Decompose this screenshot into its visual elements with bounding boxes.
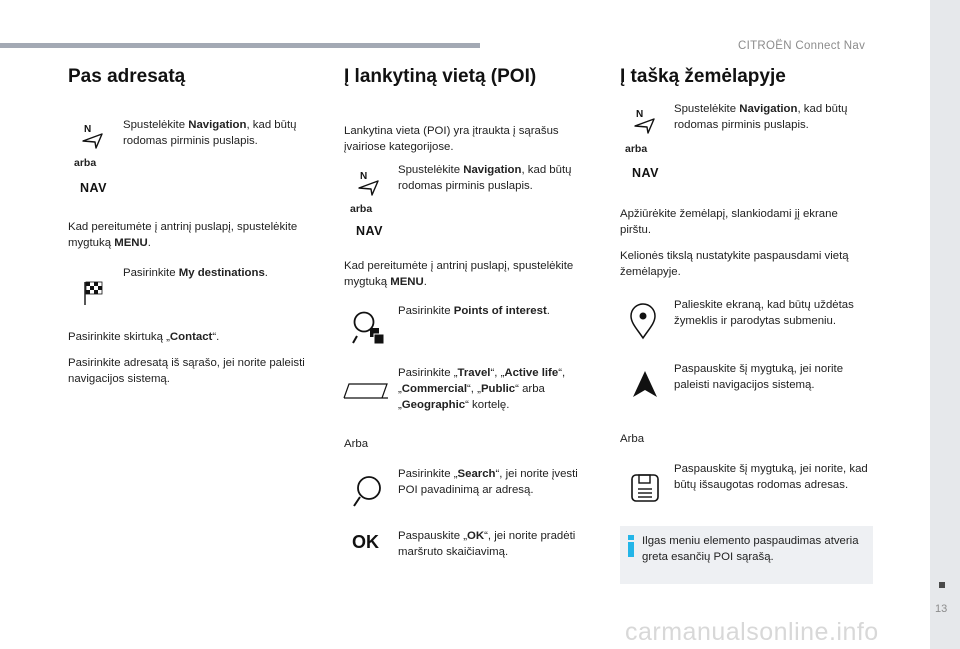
map-pin-icon	[628, 302, 658, 340]
step-menu: Kad pereitumėte į antrinį puslapį, spustelėkite mygtuką MENU.	[344, 260, 574, 288]
watermark: carmanualsonline.info	[625, 618, 879, 646]
nav-button-label: NAV	[80, 181, 107, 195]
step-save-address: Paspauskite šį mygtuką, jei norite, kad būtų išsaugotas rodomas adresas.	[674, 463, 868, 491]
step-poi: Pasirinkite Points of interest.	[398, 305, 550, 317]
nav-button-label: NAV	[356, 224, 383, 238]
or-label: arba	[74, 157, 97, 169]
ok-button-label: OK	[352, 532, 379, 552]
save-floppy-icon	[630, 473, 660, 503]
step-menu: Kad pereitumėte į antrinį puslapį, spustelėkite mygtuką MENU.	[68, 221, 298, 249]
step-set-destination: Kelionės tikslą nustatykite paspausdami vietą žemėlapyje.	[620, 250, 849, 278]
poi-intro: Lankytina vieta (POI) yra įtraukta į sąrašus įvairiose kategorijose.	[344, 125, 559, 153]
search-icon	[353, 475, 383, 507]
section-title: Į tašką žemėlapyje	[620, 66, 786, 87]
svg-text:N: N	[360, 171, 368, 182]
step-navigation: Spustelėkite Navigation, kad būtų rodomas pirminis puslapis.	[674, 103, 848, 131]
svg-text:N: N	[84, 124, 92, 135]
navigation-arrow-icon	[632, 108, 658, 134]
nav-button-label: NAV	[632, 166, 659, 180]
info-note	[620, 526, 873, 584]
start-navigation-arrow-icon	[632, 370, 658, 398]
step-destinations: Pasirinkite My destinations.	[123, 267, 268, 279]
step-browse-map: Apžiūrėkite žemėlapį, slankiodami jį ekrane pirštu.	[620, 208, 838, 236]
tab-folder-icon	[343, 380, 389, 402]
or-text: Arba	[344, 438, 369, 450]
poi-search-icon	[352, 310, 386, 346]
svg-text:N: N	[636, 109, 644, 120]
navigation-arrow-icon	[80, 123, 106, 149]
navigation-arrow-icon	[356, 170, 382, 196]
checkered-flag-icon	[83, 280, 105, 306]
page-side-strip	[930, 0, 960, 649]
step-navigation: Spustelėkite Navigation, kad būtų rodomas pirminis puslapis.	[398, 164, 572, 192]
step-category-tabs: Pasirinkite „Travel“, „Active life“, „Commercial“, „Public“ arba „Geographic“ kortelę.	[398, 367, 566, 411]
or-text: Arba	[620, 433, 645, 445]
header-rule	[0, 43, 480, 48]
section-title: Pas adresatą	[68, 66, 186, 87]
info-note-text: Ilgas meniu elemento paspaudimas atveria greta esančių POI sąrašą.	[642, 535, 859, 563]
or-label: arba	[625, 143, 648, 155]
step-start-navigation: Paspauskite šį mygtuką, jei norite paleisti navigacijos sistemą.	[674, 363, 844, 391]
step-contact-tab: Pasirinkite skirtuką „Contact“.	[68, 331, 220, 343]
step-ok: Paspauskite „OK“, jei norite pradėti maršruto skaičiavimą.	[398, 530, 576, 558]
end-marker	[939, 582, 945, 588]
step-search: Pasirinkite „Search“, jei norite įvesti POI pavadinimą ar adresą.	[398, 468, 578, 496]
step-navigation: Spustelėkite Navigation, kad būtų rodomas pirminis puslapis.	[123, 119, 297, 147]
page-number: 13	[935, 603, 948, 615]
brand-label: CITROËN Connect Nav	[738, 40, 866, 52]
step-choose-contact: Pasirinkite adresatą iš sąrašo, jei norite paleisti navigacijos sistemą.	[68, 357, 305, 385]
info-icon	[626, 535, 636, 557]
step-tap-screen: Palieskite ekraną, kad būtų uždėtas žymeklis ir parodytas submeniu.	[674, 299, 854, 327]
section-title: Į lankytiną vietą (POI)	[344, 66, 537, 87]
or-label: arba	[350, 203, 373, 215]
